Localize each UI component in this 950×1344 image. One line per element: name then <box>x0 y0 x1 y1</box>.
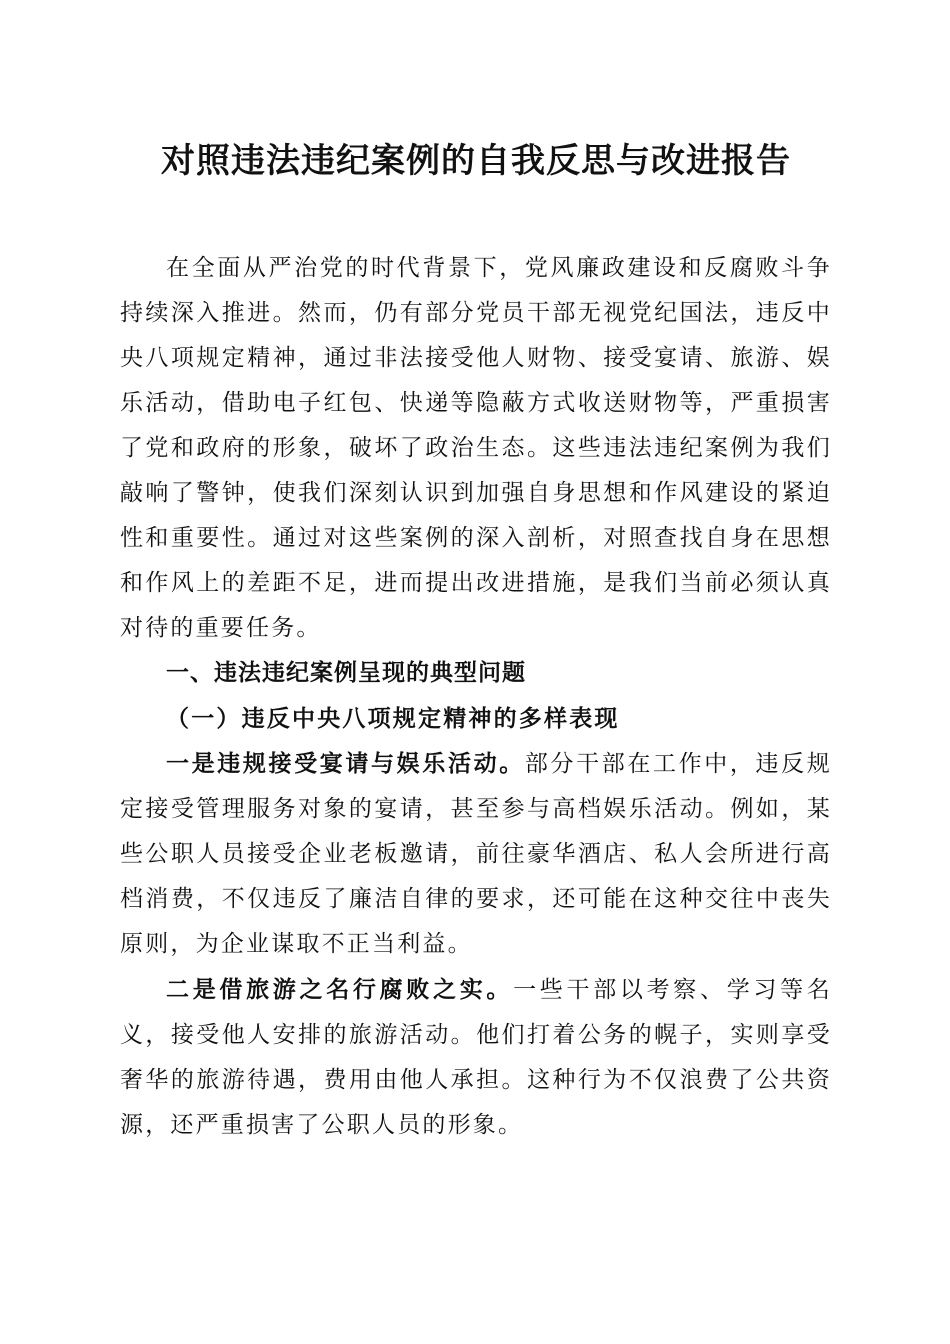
intro-paragraph: 在全面从严治党的时代背景下，党风廉政建设和反腐败斗争持续深入推进。然而，仍有部分党员干部无视党纪国法，违反中央八项规定精神，通过非法接受他人财物、接受宴请、旅游、娱乐活动，借助电子红包、快递等隐蔽方式收送财物等，严重损害了党和政府的形象，破坏了政治生态。这些违法违纪案例为我们敲响了警钟，使我们深刻认识到加强自身思想和作风建设的紧迫性和重要性。通过对这些案例的深入剖析，对照查找自身在思想和作风上的差距不足，进而提出改进措施，是我们当前必须认真对待的重要任务。 <box>120 255 832 641</box>
document-title: 对照违法违纪案例的自我反思与改进报告 <box>161 141 791 181</box>
point-1-body: 部分干部在工作中，违反规定接受管理服务对象的宴请，甚至参与高档娱乐活动。例如，某些公职人员接受企业老板邀请，前往豪华酒店、私人会所进行高档消费，不仅违反了廉洁自律的要求，还可能在这种交往中丧失原则，为企业谋取不正当利益。 <box>120 751 832 957</box>
point-2-lead: 二是借旅游之名行腐败之实。 <box>166 976 514 1003</box>
point-2-body: 一些干部以考察、学习等名义，接受他人安排的旅游活动。他们打着公务的幌子，实则享受奢华的旅游待遇，费用由他人承担。这种行为不仅浪费了公共资源，还严重损害了公职人员的形象。 <box>120 977 832 1138</box>
document-body <box>120 132 832 1148</box>
section-heading-1: 一、违法违纪案例呈现的典型问题 <box>166 660 526 686</box>
point-1-paragraph <box>120 741 832 967</box>
point-2-paragraph <box>120 967 832 1148</box>
point-1-lead: 一是违规接受宴请与娱乐活动。 <box>166 750 525 777</box>
subsection-heading-1: （一）违反中央八项规定精神的多样表现 <box>166 705 620 732</box>
